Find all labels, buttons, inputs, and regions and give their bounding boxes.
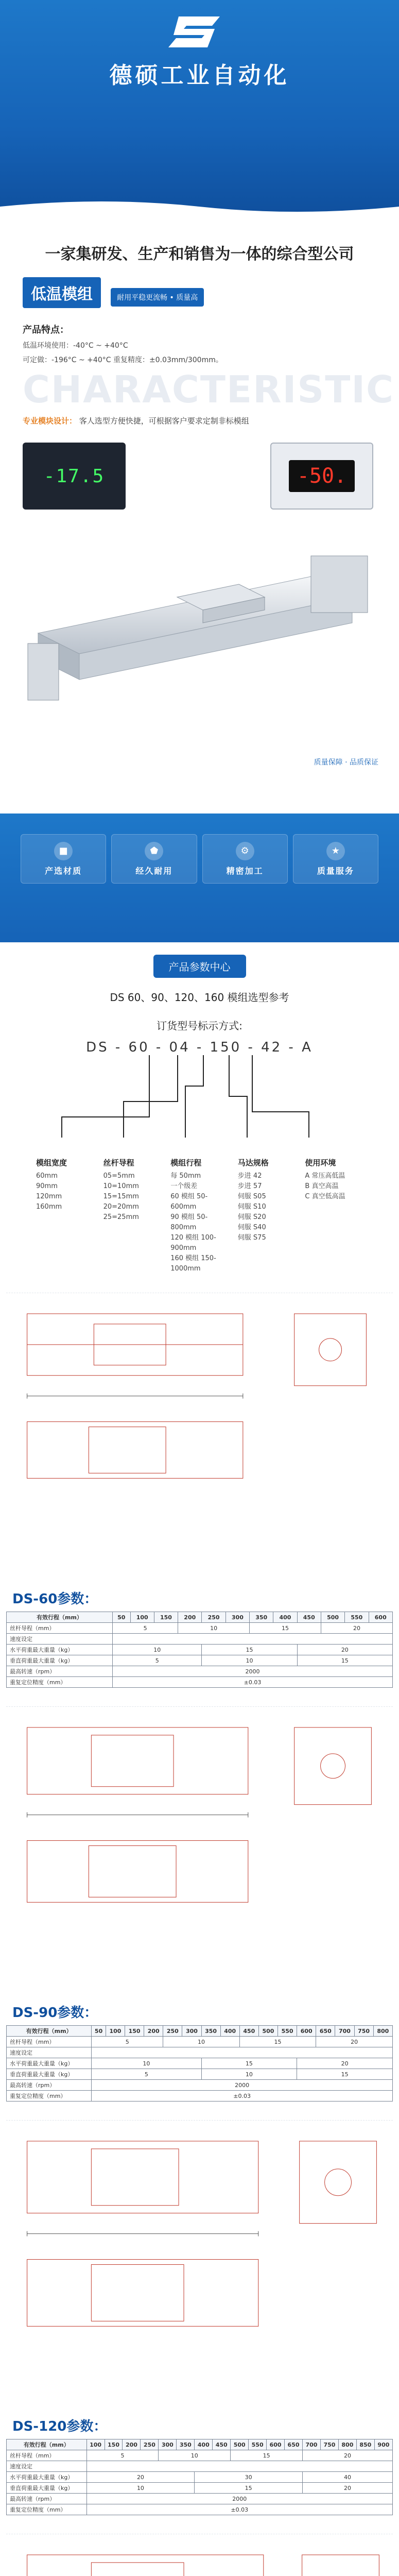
order-code-connectors	[31, 1055, 368, 1153]
section-ds90	[0, 1706, 399, 2102]
spec-range: 可定做：-196°C ~ +40°C 重复精度：±0.03mm/300mm。	[23, 356, 223, 364]
controller-left-display: -17.5	[43, 465, 105, 487]
hero-header	[0, 0, 399, 216]
ds120-technical-drawing	[6, 2120, 393, 2409]
order-code-value: DS - 60 - 04 - 150 - 42 - A	[86, 1040, 313, 1055]
pro-design-row	[23, 415, 376, 426]
section-ds60	[0, 1293, 399, 1688]
order-code-box	[31, 1018, 368, 1055]
ds90-title: DS-90参数：	[12, 2005, 98, 2021]
pro-design-key: 专业模块设计：	[23, 416, 77, 426]
ds120-spec-table: 有效行程（mm） 100 150 200 250 300 350 400 450 500 550 600 650 700 750 800 850 900 丝杆导程（mm） 5 10 15 20 速度设定 水平荷重最大重量（kg） 20 30 40 垂直荷重最大重量（kg） 10 15 20 最高转速（rpm） 2000 重复定位精度（mm） ±0.03	[6, 2439, 393, 2515]
intro-section	[0, 241, 399, 426]
order-code-legend	[31, 1157, 368, 1274]
ds120-title: DS-120参数：	[12, 2419, 107, 2434]
company-logo	[161, 11, 238, 53]
tab-parameter-center[interactable]: 产品参数中心	[153, 955, 246, 978]
star-icon: ★	[326, 842, 345, 860]
motor-housing	[311, 556, 368, 613]
section-ds160	[0, 2534, 399, 2576]
feature-durable: ⬟ 经久耐用	[111, 834, 197, 884]
spec-temperature: 低温环境使用：-40°C ~ +40°C	[23, 342, 128, 350]
ds60-technical-drawing	[6, 1293, 393, 1581]
ds60-title: DS-60参数：	[12, 1591, 98, 1607]
ds90-technical-drawing	[6, 1706, 393, 1995]
legend-motor: 马达规格 步进 42 步进 57 伺服 S05 伺服 S10 伺服 S20 伺服 S40 伺服 S75	[237, 1158, 269, 1242]
logo-icon	[163, 11, 235, 53]
controller-right	[270, 443, 373, 510]
controller-right-display: -50.	[289, 460, 355, 492]
features-band	[0, 814, 399, 942]
box-icon: ■	[54, 842, 73, 860]
photo-note: 质量保障 · 品质保证	[314, 758, 378, 767]
spec-title: 产品特点：	[23, 325, 69, 335]
product-photo-area	[0, 437, 399, 798]
company-headline: 一家集研发、生产和销售为一体的综合型公司	[45, 245, 354, 263]
end-block	[28, 643, 59, 700]
feature-material: ■ 产选材质	[21, 834, 106, 884]
parameter-center	[0, 942, 399, 1274]
hero-wave-decoration	[0, 196, 399, 217]
ds160-technical-drawing	[6, 2534, 393, 2576]
shield-icon: ⬟	[145, 842, 163, 860]
gear-icon: ⚙	[236, 842, 254, 860]
product-badge: 低温模组	[23, 277, 101, 308]
pro-design-value: 客人选型方便快捷，可根据客户要求定制非标模组	[79, 416, 249, 426]
linear-module-illustration	[23, 520, 378, 747]
ds90-spec-table: 有效行程（mm） 50 100 150 200 250 300 350 400 450 500 550 600 650 700 750 800 丝杆导程（mm） 5 10 15 20 速度设定 水平荷重最大重量（kg） 10 15 20 垂直荷重最大重量（kg） 5 10 15 最高转速（rpm） 2000 重复定位精度（mm） ±0.03	[6, 2025, 393, 2102]
legend-width: 模组宽度 60mm 90mm 120mm 160mm	[36, 1158, 67, 1211]
ds60-spec-table: 有效行程（mm） 50 100 150 200 250 300 350 400 450 500 550 600 丝杆导程（mm） 5 10 15 20 速度设定 水平荷重最大重量（kg） 10 15 20 垂直荷重最大重量（kg） 5 10 15 最高转速（rpm） 2000 重复定位精度（mm） ±0.03	[6, 1612, 393, 1688]
controller-left	[23, 443, 126, 510]
feature-service: ★ 质量服务	[293, 834, 378, 884]
brand-name: 德硕工业自动化	[109, 62, 290, 89]
model-selection-heading: DS 60、90、120、160 模组选型参考	[110, 991, 289, 1004]
legend-stroke: 模组行程 每 50mm 一个级差 60 模组 50-600mm 90 模组 50-800mm 120 模组 100-900mm 160 模组 150-1000mm	[170, 1158, 216, 1273]
section-ds120	[0, 2120, 399, 2515]
legend-lead: 丝杆导程 05=5mm 10=10mm 15=15mm 20=20mm 25=25mm	[103, 1158, 139, 1221]
feature-precision: ⚙ 精密加工	[202, 834, 288, 884]
product-tagline: 耐用平稳更流畅 • 质量高	[111, 288, 204, 307]
order-code-label: 订货型号标示方式:	[157, 1020, 242, 1032]
legend-environment: 使用环境 A 常压高低温 B 真空高温 C 真空低高温	[305, 1158, 345, 1200]
watermark-text: CHARACTERISTIC	[23, 368, 394, 411]
